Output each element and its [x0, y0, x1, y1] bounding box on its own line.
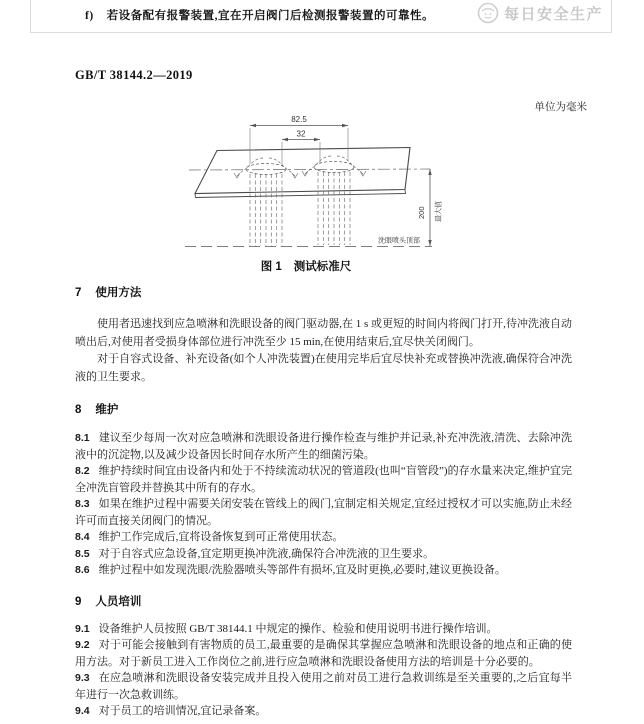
- clause: [75, 670, 572, 703]
- clause-text: 如果在维护过程中需要关闭安装在管线上的阀门,宜制定相关规定,宜经过授权才可以实施,防止未经许可而直接关闭阀门的情况。: [75, 498, 572, 527]
- clause-text: 对于自容式应急设备,宜定期更换冲洗液,确保符合冲洗液的卫生要求。: [98, 547, 435, 560]
- clause-text: 对于员工的培训情况,宜记录备案。: [98, 705, 267, 717]
- clause-number: 8.2: [75, 465, 90, 477]
- clause-text: 维护工作完成后,宜将设备恢复到可正常使用状态。: [98, 531, 344, 543]
- nozzle-top-label: 洗眼喷头顶部: [378, 236, 420, 245]
- clause-number: 9.3: [75, 672, 90, 684]
- dim-height-label: 200: [417, 206, 426, 219]
- section-heading-maintenance: [75, 403, 572, 417]
- clause: [75, 496, 572, 529]
- clause: [75, 546, 572, 563]
- nozzle-top-line: [185, 236, 432, 247]
- section-title: 维护: [95, 404, 119, 416]
- clause: [75, 430, 572, 463]
- section-number: 9: [75, 595, 82, 608]
- clause-number: 8.5: [75, 547, 90, 560]
- doc-code: GB/T 38144.2—2019: [75, 68, 193, 82]
- figure-caption-label: 图 1: [260, 261, 282, 273]
- clause-text: 在应急喷淋和洗眼设备安装完成并且投入使用之前对员工进行急救训练是至关重要的,之后宜每半年进行一次急救训练。: [75, 672, 572, 701]
- gauge-plate: [195, 148, 410, 198]
- clause-number: 8.4: [75, 531, 90, 543]
- alarm-check-note: [85, 7, 434, 23]
- figure-caption-title: 测试标准尺: [293, 261, 352, 273]
- clause-number: 8.3: [75, 498, 90, 510]
- clause: [75, 463, 572, 496]
- clause-number: 9.2: [75, 639, 90, 651]
- section-heading-training: [75, 595, 572, 609]
- clause: [75, 562, 572, 579]
- clause-text: 建议至少每周一次对应急喷淋和洗眼设备进行操作检查与维护并记录,补充冲洗液,清洗、去除冲洗液中的沉淀物,以及减少设备因长时间存水所产生的细菌污染。: [75, 432, 572, 461]
- list-item-text: 若设备配有报警装置,宜在开启阀门后检测报警装置的可靠性。: [106, 10, 435, 22]
- section-number: 8: [75, 404, 82, 416]
- section-title: 使用方法: [95, 287, 142, 299]
- clause-number: 9.1: [75, 622, 90, 635]
- clause: [75, 703, 572, 720]
- clause: [75, 529, 572, 546]
- unit-note: 单位为毫米: [534, 102, 587, 113]
- section-title: 人员培训: [95, 595, 142, 608]
- watermark-text: 每日安全生产: [503, 5, 603, 23]
- top-note-bar: [30, 0, 612, 33]
- test-gauge-figure: [150, 112, 462, 260]
- paragraph: 使用者迅速找到应急喷淋和洗眼设备的阀门驱动器,在 1 s 或更短的时间内将阀门打开,待冲洗液自动喷出后,对使用者受损身体部位进行冲洗至少 15 min,在使用结束后,宜尽快关闭阀门。: [75, 318, 572, 348]
- clause-number: 9.4: [75, 705, 90, 717]
- document-body: [75, 286, 572, 720]
- clause: [75, 621, 572, 638]
- dim-outer-label: 82.5: [291, 115, 307, 124]
- section-number: 7: [75, 287, 82, 299]
- clause-text: 维护过程中如发现洗眼/洗脸器喷头等部件有损坏,宜及时更换,必要时,建议更换设备。: [98, 564, 506, 576]
- clause-number: 8.6: [75, 564, 90, 576]
- watermark-logo-icon: [477, 2, 499, 24]
- clause-text: 设备维护人员按照 GB/T 38144.1 中规定的操作、检验和使用说明书进行操作培训。: [98, 622, 498, 635]
- list-item-label: f): [85, 10, 94, 22]
- clause-text: 维护持续时间宜由设备内和处于不持续流动状况的管道段(也叫“盲管段”)的存水量来决定,维护宜完全冲洗盲管段并替换其中所有的存水。: [75, 465, 572, 494]
- section-heading-usage: [75, 286, 572, 300]
- paragraph: 对于自容式设备、补充设备(如个人冲洗装置)在使用完毕后宜尽快补充或替换冲洗液,确保符合冲洗液的卫生要求。: [75, 353, 572, 383]
- watermark: [477, 2, 603, 24]
- figure-caption: [150, 258, 462, 274]
- dim-height-note: 最大值: [434, 201, 443, 222]
- clause-number: 8.1: [75, 432, 90, 444]
- clause: [75, 637, 572, 670]
- dimension-height: [417, 169, 443, 246]
- dim-inner-label: 32: [296, 129, 306, 139]
- clause-text: 对于可能会接触到有害物质的员工,最重要的是确保其掌握应急喷淋和洗眼设备的地点和正确的使用方法。对于新员工进入工作岗位之前,进行应急喷淋和洗眼设备使用方法的培训是十分必要的。: [75, 639, 572, 668]
